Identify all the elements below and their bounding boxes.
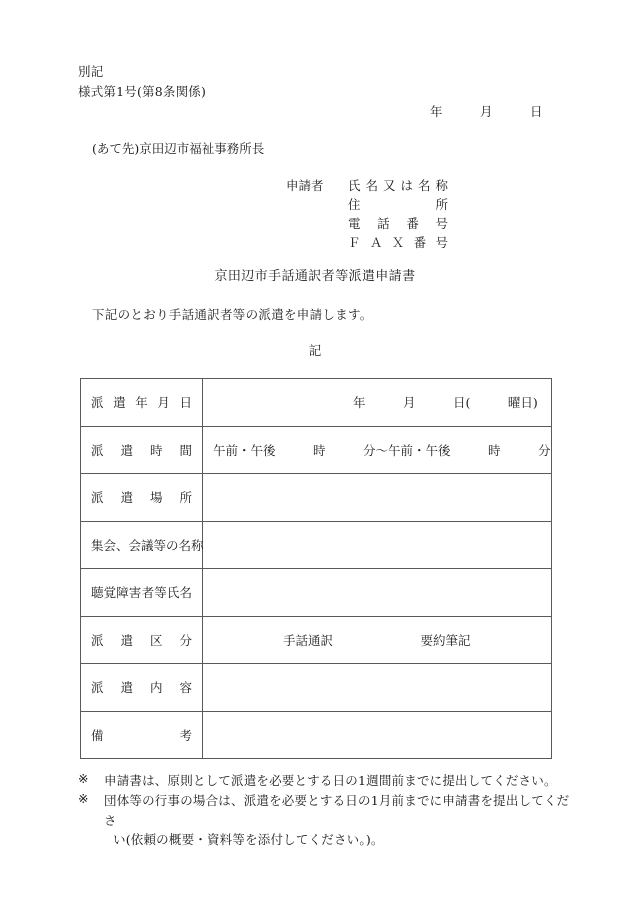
table-row-value-cell[interactable] bbox=[203, 616, 552, 664]
table-row-label: 派遣場所 bbox=[91, 490, 192, 506]
applicant-row bbox=[286, 233, 448, 252]
table-row-value: 手話通訳 要約筆記 bbox=[283, 632, 471, 648]
header-appendix-label: 別記 bbox=[78, 64, 104, 79]
table-row-value-cell[interactable] bbox=[203, 569, 552, 617]
footnote-marker-icon: ※ bbox=[78, 791, 89, 807]
footnote-text: 申請書は、原則として派遣を必要とする日の1週間前までに提出してください。 bbox=[104, 773, 557, 788]
applicant-tag: 申請者 bbox=[286, 178, 324, 193]
table-row-label: 派遣区分 bbox=[91, 632, 192, 648]
table-row bbox=[81, 521, 552, 569]
footnote-row bbox=[78, 771, 578, 790]
table-row-value-cell[interactable] bbox=[203, 379, 552, 427]
table-row-label: 備考 bbox=[91, 727, 192, 743]
applicant-row bbox=[286, 214, 448, 233]
table-row bbox=[81, 379, 552, 427]
table-row bbox=[81, 711, 552, 759]
table-row-label-cell bbox=[81, 616, 203, 664]
table-row-label-cell bbox=[81, 569, 203, 617]
table-row-label-cell bbox=[81, 379, 203, 427]
table-row-label: 派遣時間 bbox=[91, 442, 192, 458]
applicant-field-fax: ＦＡＸ番号 bbox=[348, 235, 448, 250]
applicant-block bbox=[286, 176, 448, 252]
table-row-label: 派遣内容 bbox=[91, 680, 192, 696]
table-row bbox=[81, 426, 552, 474]
table-row-label: 聴覚障害者等氏名 bbox=[91, 585, 192, 601]
table-row bbox=[81, 569, 552, 617]
table-row-label-cell bbox=[81, 664, 203, 712]
table-row-label-cell bbox=[81, 711, 203, 759]
applicant-field-address: 住所 bbox=[348, 197, 448, 212]
table-row bbox=[81, 616, 552, 664]
applicant-row bbox=[286, 195, 448, 214]
applicant-row bbox=[286, 176, 448, 195]
applicant-field-name: 氏名又は名称 bbox=[348, 178, 448, 193]
addressee-line: (あて先)京田辺市福祉事務所長 bbox=[92, 141, 265, 156]
header-date-line: 年 月 日 bbox=[430, 104, 543, 119]
footnote-text-continuation: い(依頼の概要・資料等を添付してください。)。 bbox=[113, 832, 384, 848]
applicant-field-phone: 電話番号 bbox=[348, 216, 448, 231]
table-row-label: 派遣年月日 bbox=[91, 395, 192, 411]
table-row-value-cell[interactable] bbox=[203, 711, 552, 759]
table-row-value-cell[interactable] bbox=[203, 474, 552, 522]
ki-marker: 記 bbox=[308, 343, 322, 358]
table-row-label-cell bbox=[81, 521, 203, 569]
header-form-number: 様式第1号(第8条関係) bbox=[78, 84, 207, 99]
footnote-text-block bbox=[104, 791, 578, 849]
page-title: 京田辺市手話通訳者等派遣申請書 bbox=[214, 269, 416, 284]
table-row-value: 午前・午後 時 分〜午前・午後 時 分 bbox=[213, 442, 551, 458]
table-row-value-cell[interactable] bbox=[203, 521, 552, 569]
table-row-label: 集会、会議等の名称 bbox=[91, 537, 204, 553]
footnotes bbox=[78, 771, 578, 851]
table-row-value-cell[interactable] bbox=[203, 664, 552, 712]
application-form-table bbox=[80, 378, 552, 759]
table-row bbox=[81, 474, 552, 522]
footnote-marker-icon: ※ bbox=[78, 771, 89, 786]
table-row-label-cell bbox=[81, 426, 203, 474]
intro-sentence: 下記のとおり手話通訳者等の派遣を申請します。 bbox=[92, 307, 373, 322]
table-row-label-cell bbox=[81, 474, 203, 522]
footnote-text: 団体等の行事の場合は、派遣を必要とする日の1月前までに申請書を提出してくださ bbox=[104, 793, 570, 828]
table-row-value-cell[interactable] bbox=[203, 426, 552, 474]
table-row bbox=[81, 664, 552, 712]
table-row-value: 年 月 日( 曜日) bbox=[353, 395, 538, 411]
footnote-row bbox=[78, 791, 578, 849]
